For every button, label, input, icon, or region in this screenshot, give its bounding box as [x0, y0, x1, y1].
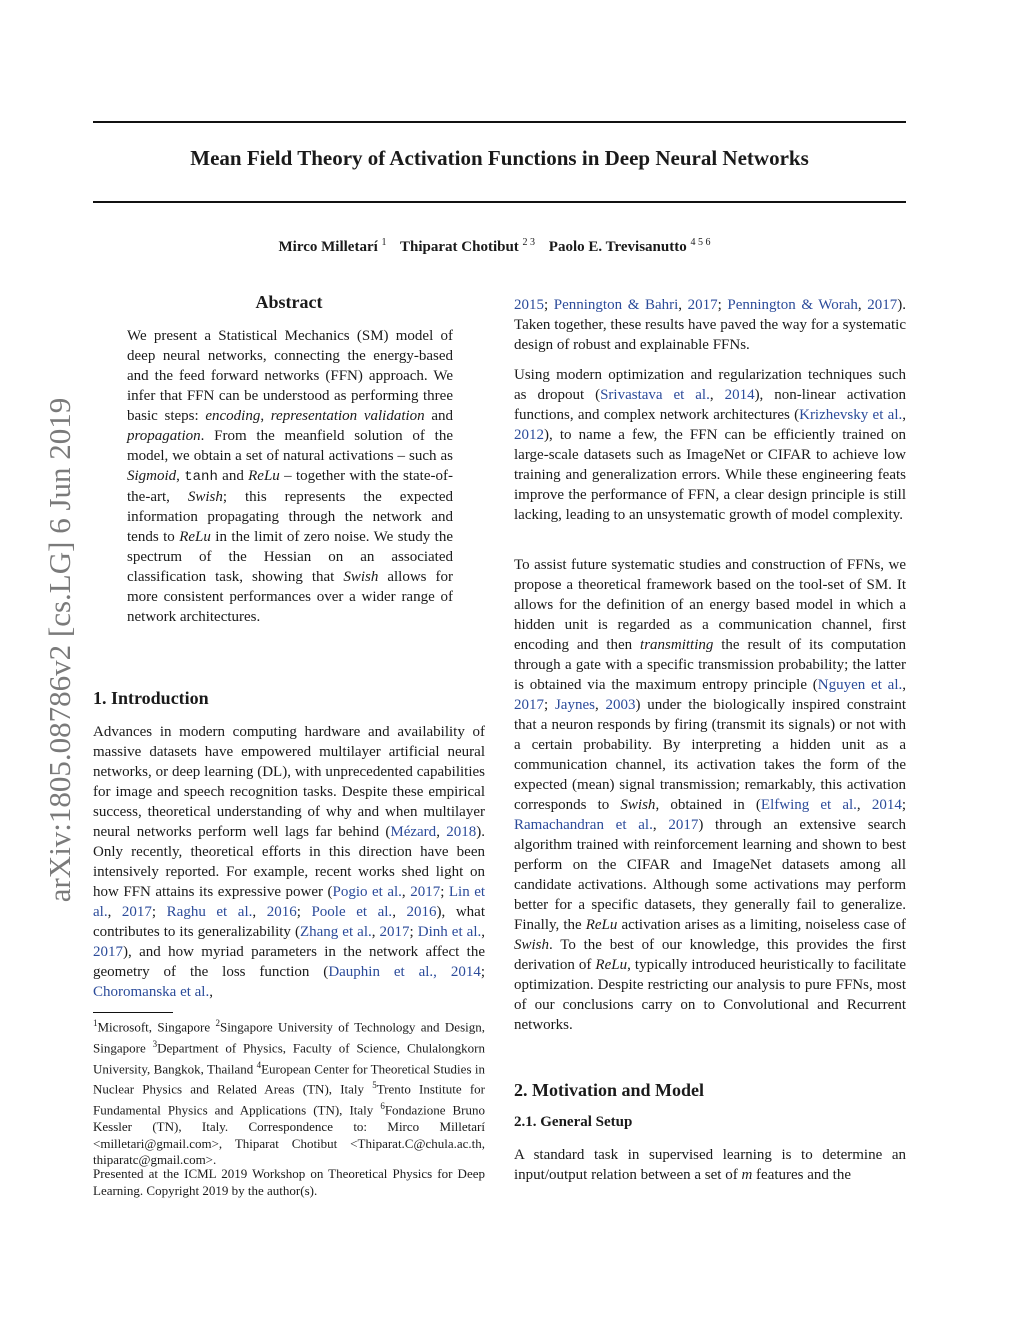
top-rule [93, 121, 906, 123]
citation-link[interactable]: 2017 [121, 904, 152, 920]
presentation-paragraph: Presented at the ICML 2019 Workshop on Theoretical Physics for Deep Learning. Copyright 2019 by the author(s). [93, 1166, 485, 1198]
citation-link[interactable]: 2017 [93, 944, 123, 960]
introduction-body [93, 722, 485, 1002]
intro-paragraph: Advances in modern computing hardware and availability of massive datasets have empowered multilayer artificial neural networks, or deep learning (DL), with unprecedented capabilities for image and speech recognition tasks. Despite these empirical success, theoretical understanding of why and when multilayer neural networks perform well lags far behind (Mézard, 2018). Only recently, theoretical efforts in this direction have been intensively reported. For example, recent works shed light on how FFN attains its expressive power (Pogio et al., 2017; Lin et al., 2017; Raghu et al., 2016; Poole et al., 2016), what contributes to its generalizability (Zhang et al., 2017; Dinh et al., 2017), and how myriad parameters in the network affect the geometry of the loss function (Dauphin et al., 2014; Choromanska et al., [93, 724, 486, 1000]
citation-link[interactable]: Pennington & Worah [727, 297, 858, 313]
citation-link[interactable]: 2018 [446, 824, 477, 840]
abstract-body [127, 326, 453, 627]
author-name: Thiparat Chotibut [400, 239, 519, 255]
right-column-paragraph-3: To assist future systematic studies and construction of FFNs, we propose a theoretical framework based on the tool-set of SM. It allows for the definition of an energy based model in which a hidden unit is regarded as a communication channel, first encoding and then transmitting the result of its computation through a gate with a specific transmission probability; the latter is obtained via the maximum entropy principle (Nguyen et al., 2017; Jaynes, 2003) under the biologically inspired constraint that a neuron responds by firing (transmit its signals) or not with a certain probability. By interpreting a hidden unit as a communication channel, its activation takes the form of the expected (mean) signal transmission; remarkably, this activation corresponds to Swish, obtained in (Elfwing et al., 2014; Ramachandran et al., 2017) through an extensive search algorithm trained with reinforcement learning and shown to best perform on the CIFAR and ImageNet datasets among all candidate activations. Although some activations may perform better for a specific datasets, they generally fail to generalize. Finally, the ReLu activation arises as a limiting, noiseless case of Swish. To the best of our knowledge, this provides the first derivation of ReLu, typically introduced heuristically to facilitate optimization. Despite restricting our analysis to pure FFNs, most of our conclusions carry on to Convolutional and Recurrent networks. [514, 557, 907, 1033]
section2-body: A standard task in supervised learning is to determine an input/output relation between a set of m features and the [514, 1147, 906, 1183]
citation-link[interactable]: Pennington & Bahri [553, 297, 679, 313]
section-heading-introduction: 1. Introduction [93, 688, 209, 708]
citation-link[interactable]: Pogio et al. [332, 884, 402, 900]
citation-link[interactable]: Mézard [390, 824, 437, 840]
paper-title: Mean Field Theory of Activation Functions in Deep Neural Networks [190, 146, 809, 170]
section-heading-motivation: 2. Motivation and Model [514, 1080, 705, 1100]
citation-link[interactable]: Dinh et al. [417, 924, 482, 940]
citation-link[interactable]: 2014 [724, 387, 755, 403]
arxiv-stamp: arXiv:1805.08786v2 [cs.LG] 6 Jun 2019 [42, 397, 77, 903]
citation-link[interactable]: Raghu et al. [166, 904, 253, 920]
citation-link[interactable]: 2014 [871, 797, 902, 813]
citation-link[interactable]: 2017 [410, 884, 441, 900]
citation-link[interactable]: Srivastava et al. [600, 387, 710, 403]
citation-link[interactable]: 2015 [514, 297, 544, 313]
citation-link[interactable]: 2017 [379, 924, 410, 940]
affiliation-footnotes [93, 1015, 485, 1169]
author-affiliation: 4 5 6 [690, 237, 711, 248]
citation-link[interactable]: 2016 [266, 904, 297, 920]
citation-link[interactable]: Jaynes [554, 697, 595, 713]
citation-link[interactable]: 2017 [668, 817, 699, 833]
citation-link[interactable]: Krizhevsky et al. [799, 407, 903, 423]
citation-link[interactable]: Elfwing et al. [760, 797, 857, 813]
abstract-paragraph: We present a Statistical Mechanics (SM) model of deep neural networks, connecting the energy-based and the feed forward networks (FFN) approach. We infer that FFN can be understood as performing three basic steps: encoding, representation validation and propagation. From the meanfield solution of the model, we obtain a set of natural activations – such as Sigmoid, tanh and ReLu – together with the state-of-the-art, Swish; this represents the expected information propagating through the network and tends to ReLu in the limit of zero noise. We study the spectrum of the Hessian on an associated classification task, showing that Swish allows for more consistent performances over a wider range of network architectures. [127, 328, 454, 625]
author-name: Mirco Milletarí [278, 239, 378, 255]
citation-link[interactable]: Poole et al. [311, 904, 393, 920]
citation-link[interactable]: 2017 [867, 297, 898, 313]
citation-link[interactable]: 2016 [406, 904, 437, 920]
right-column-paragraph-2: Using modern optimization and regularization techniques such as dropout (Srivastava et al., 2014), non-linear activation functions, and complex network architectures (Krizhevsky et al., 2012), to name a few, the FFN can be efficiently trained on large-scale datasets such as ImageNet or CIFAR to achieve low training and generalization errors. While these engineering feats improve the performance of FFN, a clear design principle is still lacking, leading to an unsystematic growth of model complexity. [514, 367, 906, 523]
right-column-paragraph-1: 2015; Pennington & Bahri, 2017; Pennington & Worah, 2017). Taken together, these results have paved the way for a systematic design of robust and explainable FFNs. [514, 297, 907, 353]
presentation-note [93, 1166, 485, 1199]
footnote-rule [93, 1012, 173, 1013]
citation-link[interactable]: 2003 [605, 697, 636, 713]
citation-link[interactable]: 2017 [687, 297, 718, 313]
subsection-heading-general-setup: 2.1. General Setup [514, 1114, 633, 1130]
citation-link[interactable]: Choromanska et al. [93, 984, 210, 1000]
citation-link[interactable]: 2017 [514, 697, 544, 713]
citation-link[interactable]: Zhang et al. [299, 924, 372, 940]
author-affiliation: 2 3 [522, 237, 536, 248]
author-affiliation: 1 [381, 237, 387, 248]
citation-link[interactable]: Dauphin et al., 2014 [328, 964, 481, 980]
citation-link[interactable]: Ramachandran et al. [514, 817, 653, 833]
footnote-paragraph: $^1$Microsoft, Singapore $^2$Singapore University of Technology and Design, Singapore $^3$Department of Physics, Faculty of Science, Chulalongkorn University, Bangkok, Thailand $^4$European Center for Theoretical Studies in Nuclear Physics and Related Areas (TN), Italy $^5$Trento Institute for Fundamental Physics and Applications (TN), Italy $^6$Fondazione Bruno Kessler (TN), Italy. Correspondence to: Mirco Milletarí <milletari@gmail.com>, Thiparat Chotibut <Thiparat.C@chula.ac.th, thiparatc@gmail.com>. [93, 1018, 486, 1168]
citation-link[interactable]: Lin et al. [93, 884, 486, 920]
author-name: Paolo E. Trevisanutto [548, 239, 687, 255]
author-list [93, 237, 906, 256]
abstract-heading: Abstract [255, 292, 323, 312]
citation-link[interactable]: 2012 [514, 427, 544, 443]
citation-link[interactable]: Nguyen et al. [817, 677, 903, 693]
title-bottom-rule [93, 201, 906, 203]
